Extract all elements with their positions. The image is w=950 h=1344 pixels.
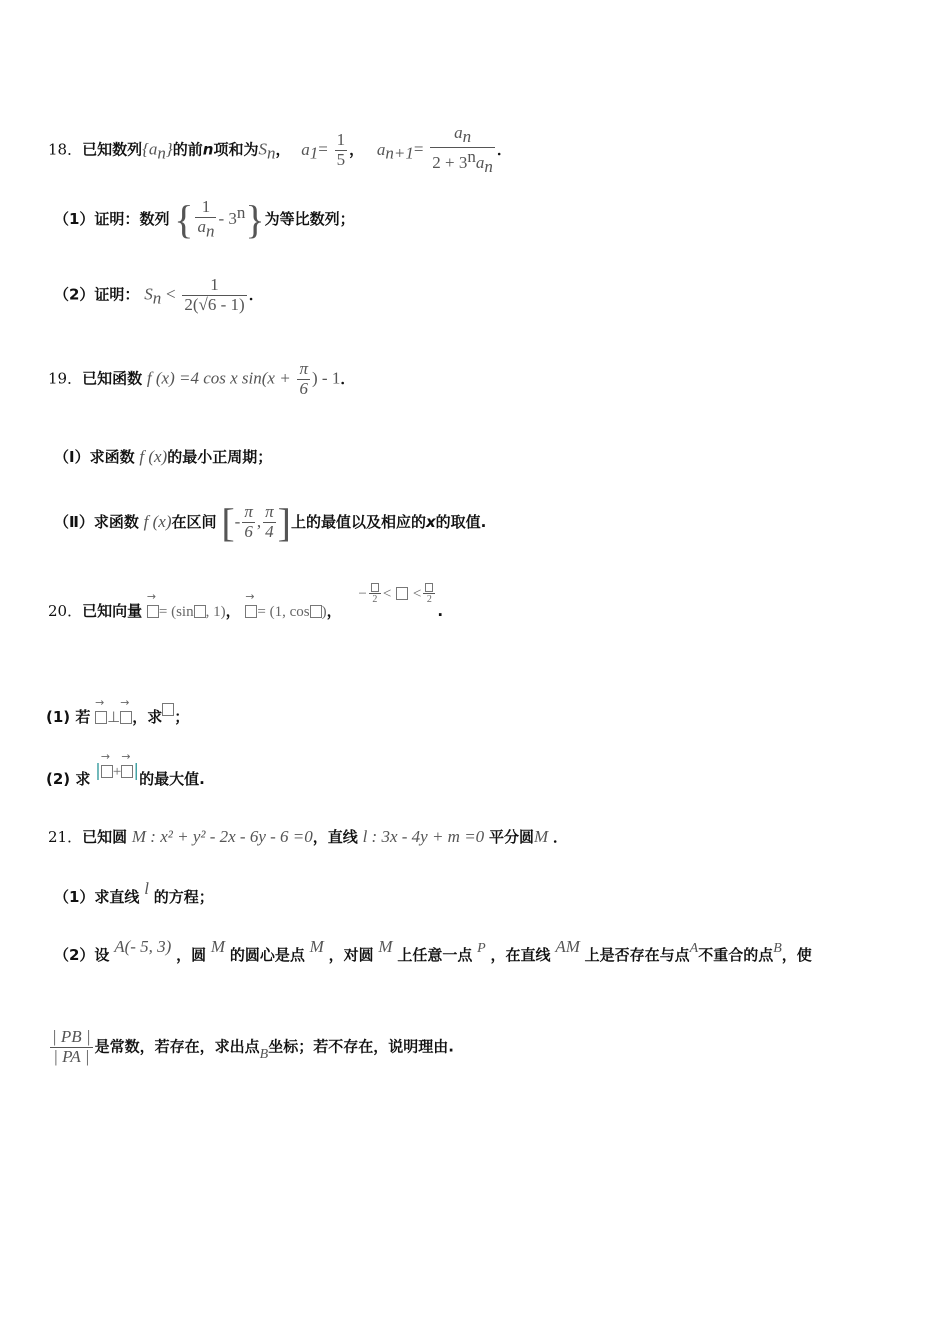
math: - 3 [218,209,237,228]
q18-text: ． [496,140,512,159]
fraction [263,503,276,541]
math: S [144,284,153,304]
math: n+1 [385,143,414,163]
q20-text: ， [326,602,342,620]
part-text: ，对圆 [328,946,374,964]
math: n [467,146,476,166]
q18-text: 的前 [172,140,203,159]
math: = (sin [158,604,194,620]
math: M : x² + y² - 2x - 6y - 6 =0 [131,827,313,846]
vector-b-icon [121,756,133,780]
q20-text: ， [225,602,241,620]
q19-number: 19． [48,369,83,388]
q19-text: ． [340,369,356,388]
part-text: 坐标；若不存在，说明理由. [268,1037,454,1056]
math: M [378,937,393,956]
math: ) - 1 [312,368,341,388]
part-label: (1) 若 [46,708,91,726]
math: π [244,502,253,522]
vector-b-icon [245,596,257,620]
part-text: 不重合的点 [698,946,774,964]
q21-part2-cont [48,1028,454,1066]
math: n [236,203,246,222]
part-text: 的圆心是点 [229,946,305,964]
part-text: ． [248,285,264,304]
part-text: 的最小正周期； [167,448,273,466]
fraction [297,360,310,398]
math: = (1, cos [257,604,310,620]
q21-text: 已知圆 [82,828,128,846]
math: 2 [369,593,381,605]
math: 2(√6 - 1) [184,294,245,314]
math: f (x) =4 cos x sin(x + [146,368,291,388]
part-text: ，在直线 [490,946,551,964]
missing-glyph-icon [194,605,206,618]
math: n [157,143,166,163]
math: l : 3x - 4y + m =0 [362,827,485,846]
math: AM [555,937,580,956]
math: 2 + 3 [432,152,468,172]
math: 1 [336,130,346,149]
math: f (x) [139,447,168,466]
math: ⊥ [107,710,121,726]
math: n [205,221,215,241]
part-text: 为等比数列； [264,210,355,228]
math: < [412,586,422,602]
missing-glyph-icon [310,605,322,618]
math: < [382,586,392,602]
abs-close: | [133,761,140,781]
math: 1 [309,143,319,163]
math: A(- 5, 3) [114,937,172,956]
math: = [318,139,328,159]
fraction [423,582,435,605]
q20-number: 20． [48,602,83,620]
math: 6 [242,522,255,542]
fraction [335,131,348,169]
q19-text: 已知函数 [82,369,143,388]
part-text: ； [174,708,190,726]
math: | PB | [52,1027,91,1046]
missing-glyph-icon [162,703,174,716]
part-text: 在区间 [171,513,217,531]
math: 2 [423,593,435,605]
q18-text: ， [349,140,365,159]
math: = [413,139,424,159]
vector-a-icon [95,702,107,726]
abs-open: | [95,761,101,781]
math: π [299,359,308,378]
part-text: ，使 [781,946,812,964]
math: 4 [263,522,276,542]
math: < [166,284,176,304]
math: - [234,512,241,531]
part-text: 的取值. [435,513,487,531]
q21-stem [48,826,568,847]
vector-b-icon [120,702,132,726]
q19-part2: （Ⅱ）求函数 f (x)在区间 [- $\frac{\pi}{6}$ , $\frac{\pi}{4}$ ]上的最值以及相应的x的取值. [54,500,487,545]
math: a [376,139,386,159]
q18-text: 项和为 [213,140,259,159]
math: S [258,139,267,159]
math: a [301,139,310,159]
math: 6 [297,379,310,399]
part-label: （2）证明： [54,285,140,304]
fraction [182,276,246,314]
math: a [454,123,463,142]
math: P [477,941,486,956]
math: 5 [336,149,346,169]
math: a [197,216,206,236]
fraction [369,582,381,605]
math: , 1) [205,604,226,620]
math: {a [142,139,158,159]
math: B [259,1046,269,1062]
q21-part2 [54,937,812,965]
inequality [358,582,437,605]
math: | PA | [50,1047,93,1067]
q20-part2 [46,761,205,789]
vector-a-icon [101,756,113,780]
fraction [195,198,216,241]
q21-text: ，直线 [312,828,358,846]
part-label: （2）设 [54,946,110,964]
math: n [462,127,472,146]
q19-stem [48,360,355,398]
q19-part1 [54,446,272,467]
fraction [430,124,495,176]
part-text: 的方程； [153,888,214,906]
q20-text: . [437,602,444,620]
math: B [773,941,782,956]
math: M [309,937,324,956]
part-text: 是常数，若存在，求出点 [94,1037,260,1056]
q20-text: 已知向量 [82,602,143,620]
q18-stem [48,124,512,176]
math: 1 [201,197,211,217]
math: l [144,879,149,898]
math: 1 [210,275,219,294]
math: M [210,937,226,956]
part-text: x [425,513,436,531]
math: } [165,139,173,159]
q18-part2 [54,276,264,314]
missing-glyph-icon [396,587,408,600]
q20-part1 [46,702,189,727]
part-label: (2) 求 [46,770,91,788]
math: f (x) [143,512,172,531]
q18-number: 18． [48,140,83,159]
part-text: 上是否存在与点 [584,946,690,964]
part-text: 的最大值. [139,770,205,788]
q18-text: ， [275,140,291,159]
q21-text: 平分圆 [488,828,534,846]
part-text: 上的最值以及相应的 [290,513,426,531]
q18-text: n [202,140,214,159]
math: A [689,941,699,956]
q20-stem [48,586,444,623]
math: ) [321,604,327,620]
math: + [112,764,122,780]
q18-text: 已知数列 [82,140,143,159]
math: M [533,827,549,846]
math: n [484,156,493,176]
math: π [265,502,274,522]
fraction [50,1028,93,1066]
q18-part1: （1）证明：数列 { $\frac{1}{a_n}$ - 3$^n$}为等比数列； [54,197,355,242]
part-label: （1）证明：数列 [54,210,170,228]
part-text: ，求 [132,708,163,726]
math: n [266,143,276,163]
part-text: 上任意一点 [397,946,473,964]
q21-text: ． [552,828,568,846]
math: n [152,288,162,308]
q21-part1 [54,879,214,907]
part-label: （Ⅰ）求函数 [54,448,135,466]
fraction [242,503,255,541]
math: − [358,586,367,602]
part-text: ，圆 [176,946,207,964]
part-label: （Ⅱ）求函数 [54,513,139,531]
part-label: （1）求直线 [54,888,140,906]
vector-a-icon [147,596,159,620]
math: a [475,152,485,172]
q21-number: 21． [48,828,83,846]
